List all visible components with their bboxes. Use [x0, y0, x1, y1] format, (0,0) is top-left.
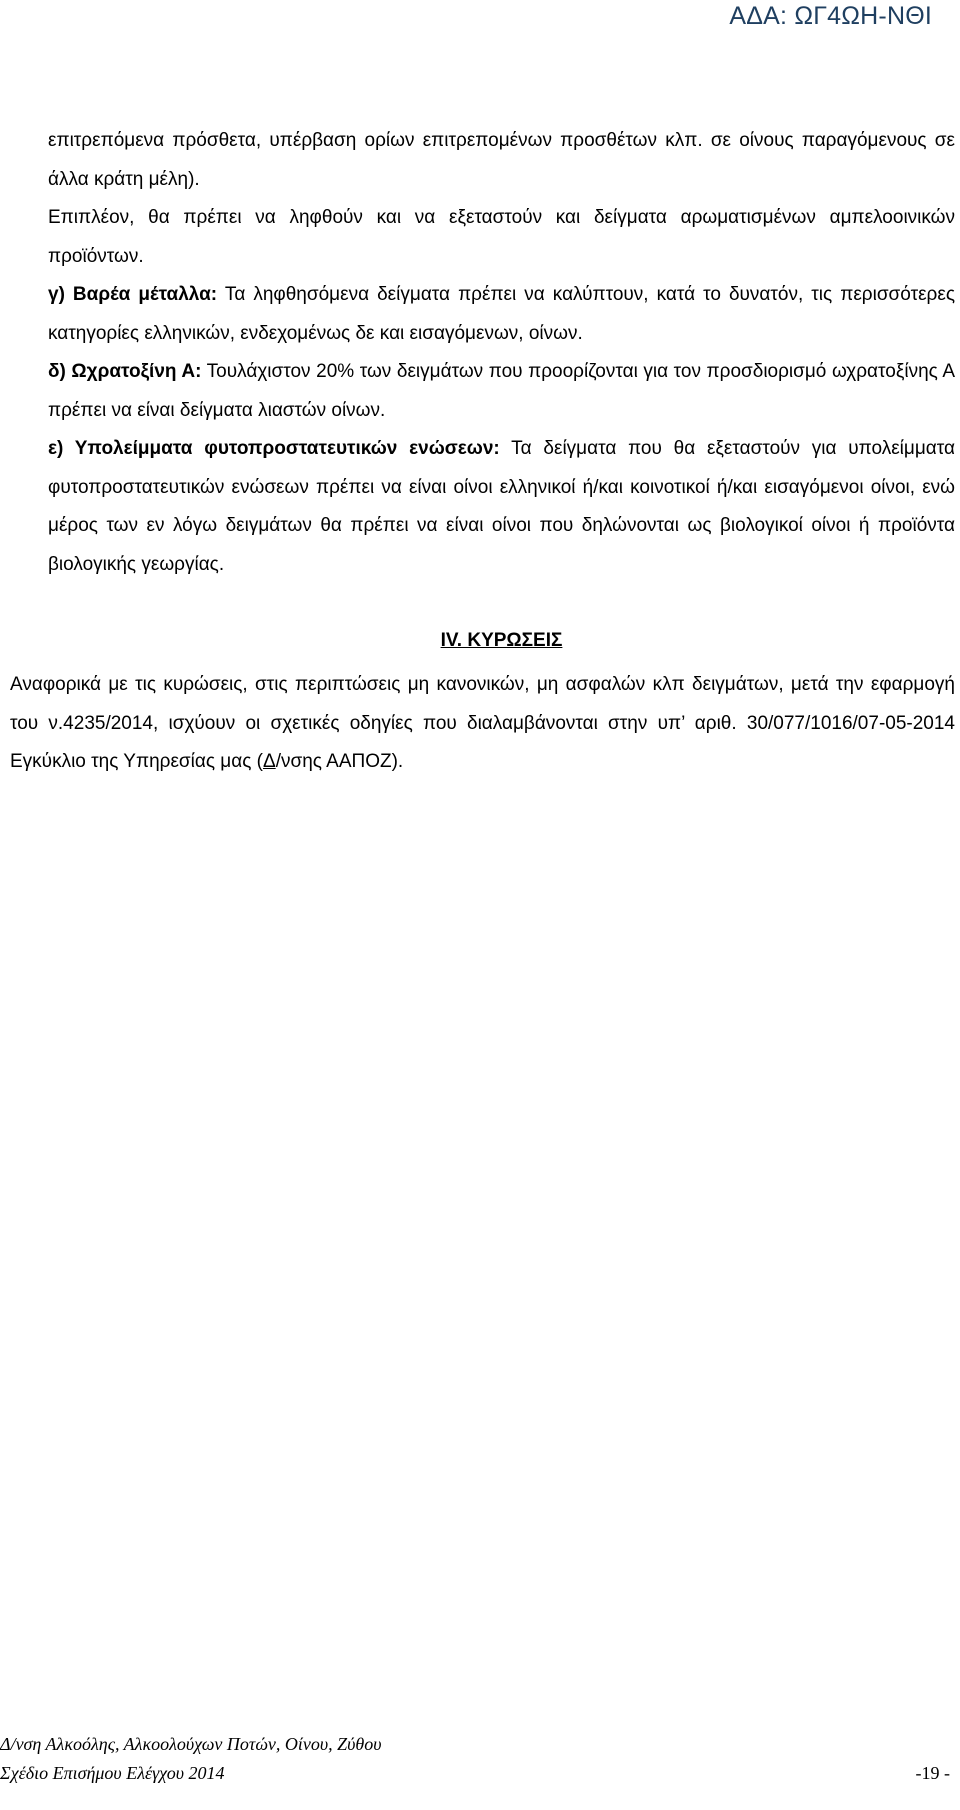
sanctions-end: /νσης ΑΑΠΟΖ). [275, 751, 404, 772]
sanctions-text: Αναφορικά με τις κυρώσεις, στις περιπτώσεις μη κανονικών, μη ασφαλών κλπ δειγμάτων, μετά την εφαρμογή του ν.4235/2014, ισχύουν οι σχετικές οδηγίες που διαλαμβάνονται στην υπ’ αριθ. 30/077/1016/07-05-2014 Εγκύκλιο της Υπηρεσίας μας ( [10, 674, 955, 772]
ochratoxin-text: Τουλάχιστον 20% των δειγμάτων που προορίζονται για τον προσδιορισμό ωχρατοξίνης Α πρέπει να είναι δείγματα λιαστών οίνων. [48, 361, 955, 421]
paragraph-ochratoxin [48, 353, 955, 430]
footer-department: Δ/νση Αλκοόλης, Αλκοολούχων Ποτών, Οίνου, Ζύθου [0, 1734, 382, 1754]
section-heading-text: IV. ΚΥΡΩΣΕΙΣ [440, 630, 563, 651]
heavy-metals-text: Τα ληφθησόμενα δείγματα πρέπει να καλύπτουν, κατά το δυνατόν, τις περισσότερες κατηγορίες ελληνικών, ενδεχομένως δε και εισαγόμενων, οίνων. [48, 284, 955, 344]
ochratoxin-label: δ) Ωχρατοξίνη Α: [48, 361, 202, 382]
footer-plan-title: Σχέδιο Επισήμου Ελέγχου 2014 [0, 1763, 225, 1783]
paragraph-heavy-metals [48, 276, 955, 353]
heavy-metals-label: γ) Βαρέα μέταλλα: [48, 284, 218, 305]
paragraph-flavoured-products: Επιπλέον, θα πρέπει να ληφθούν και να εξεταστούν και δείγματα αρωματισμένων αμπελοοινικών προϊόντων. [48, 207, 955, 267]
pesticide-residues-text: Τα δείγματα που θα εξεταστούν για υπολείμματα φυτοπροστατευτικών ενώσεων πρέπει να είναι οίνοι ελληνικοί ή/και κοινοτικοί ή/και εισαγόμενοι οίνοι, ενώ μέρος των εν λόγω δειγμάτων θα πρέπει να είναι οίνοι που δηλώνονται ως βιολογικοί οίνοι ή προϊόντα βιολογικής γεωργίας. [48, 438, 955, 575]
paragraph-pesticide-residues [48, 430, 955, 584]
page-number: -19 - [915, 1763, 950, 1783]
footer [0, 1730, 382, 1788]
sanctions-underlined: Δ [262, 751, 276, 772]
document-body [10, 122, 955, 782]
section-heading [48, 622, 955, 660]
paragraph-additives: επιτρεπόμενα πρόσθετα, υπέρβαση ορίων επιτρεπομένων προσθέτων κλπ. σε οίνους παραγόμενους σε άλλα κράτη μέλη). [48, 130, 955, 190]
paragraph-sanctions [10, 666, 955, 782]
ada-code: ΑΔΑ: ΩΓ4ΩΗ-ΝΘΙ [729, 2, 932, 30]
pesticide-residues-label: ε) Υπολείμματα φυτοπροστατευτικών ενώσεων: [48, 438, 500, 459]
